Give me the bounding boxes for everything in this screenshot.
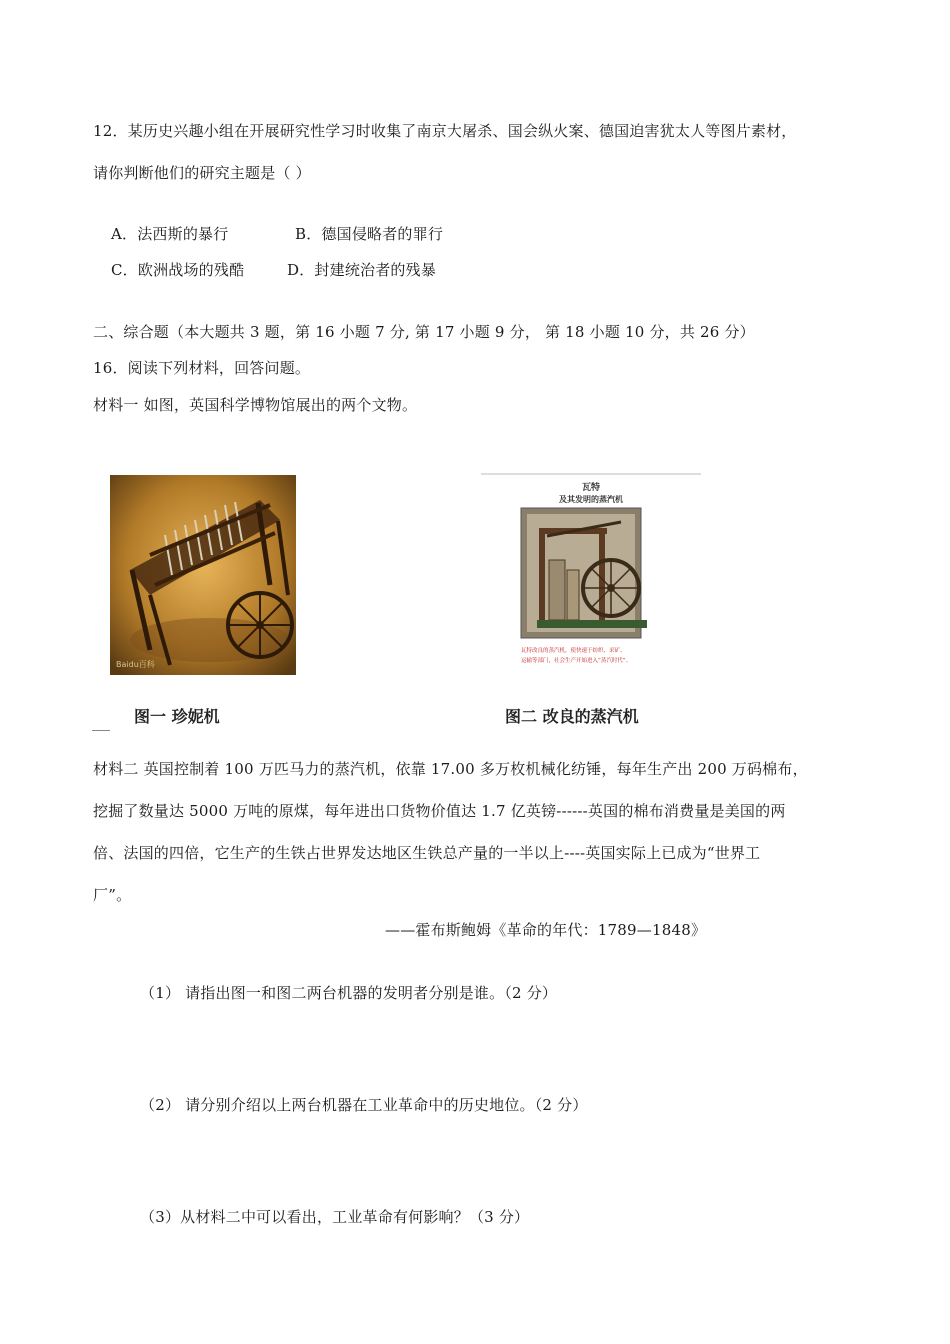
- q16-sub2: （2） 请分别介绍以上两台机器在工业革命中的历史地位。（2 分）: [140, 1096, 588, 1114]
- q12-option-c: C．欧洲战场的残酷: [111, 261, 245, 279]
- fig2-note-line2: 运输等部门，社会生产开始进入“蒸汽时代”。: [521, 658, 632, 664]
- spinning-jenny-photo: [110, 475, 296, 675]
- q12-stem-line1: 12．某历史兴趣小组在开展研究性学习时收集了南京大屠杀、国会纵火案、德国迫害犹太人等图片素材，: [93, 122, 797, 140]
- fig2-caption: 图二 改良的蒸汽机: [505, 707, 639, 726]
- q16-intro: 16．阅读下列材料，回答问题。: [93, 359, 311, 377]
- fig1-watermark: Baidu百科: [116, 660, 155, 669]
- fig1-caption: 图一 珍妮机: [134, 707, 220, 726]
- fig2-title-line1: 瓦特: [581, 483, 601, 493]
- material2-line2: 挖掘了数量达 5000 万吨的原煤，每年进出口货物价值达 1.7 亿英镑------英国的棉布消费量是美国的两: [93, 802, 786, 820]
- q12-option-a: A．法西斯的暴行: [111, 225, 229, 243]
- q16-sub1: （1） 请指出图一和图二两台机器的发明者分别是谁。（2 分）: [140, 984, 558, 1002]
- q16-sub3: （3）从材料二中可以看出，工业革命有何影响？（3 分）: [140, 1208, 530, 1226]
- material2-line1: 材料二 英国控制着 100 万匹马力的蒸汽机，依靠 17.00 多万枚机械化纺锤，每年生产出 200 万码棉布，: [93, 760, 808, 778]
- fig2-title-line2: 及其发明的蒸汽机: [559, 495, 623, 504]
- divider-mark: [92, 730, 110, 731]
- q12-option-b: B．德国侵略者的罪行: [295, 225, 444, 243]
- q16-material1: 材料一 如图，英国科学博物馆展出的两个文物。: [93, 396, 418, 414]
- steam-engine-photo: [481, 470, 701, 675]
- q12-stem-line2: 请你判断他们的研究主题是（ ）: [93, 164, 311, 182]
- q12-option-d: D．封建统治者的残暴: [287, 261, 437, 279]
- section2-heading: 二、综合题（本大题共 3 题，第 16 小题 7 分, 第 17 小题 9 分， 第 18 小题 10 分，共 26 分）: [93, 323, 755, 341]
- material2-line3: 倍、法国的四倍，它生产的生铁占世界发达地区生铁总产量的一半以上----英国实际上已成为“世界工: [93, 844, 761, 862]
- fig2-note-line1: 瓦特改良的蒸汽机，使快速于纺织、采矿、: [521, 648, 626, 654]
- material2-line4: 厂”。: [93, 886, 132, 904]
- material2-source: ——霍布斯鲍姆《革命的年代：1789—1848》: [385, 921, 707, 939]
